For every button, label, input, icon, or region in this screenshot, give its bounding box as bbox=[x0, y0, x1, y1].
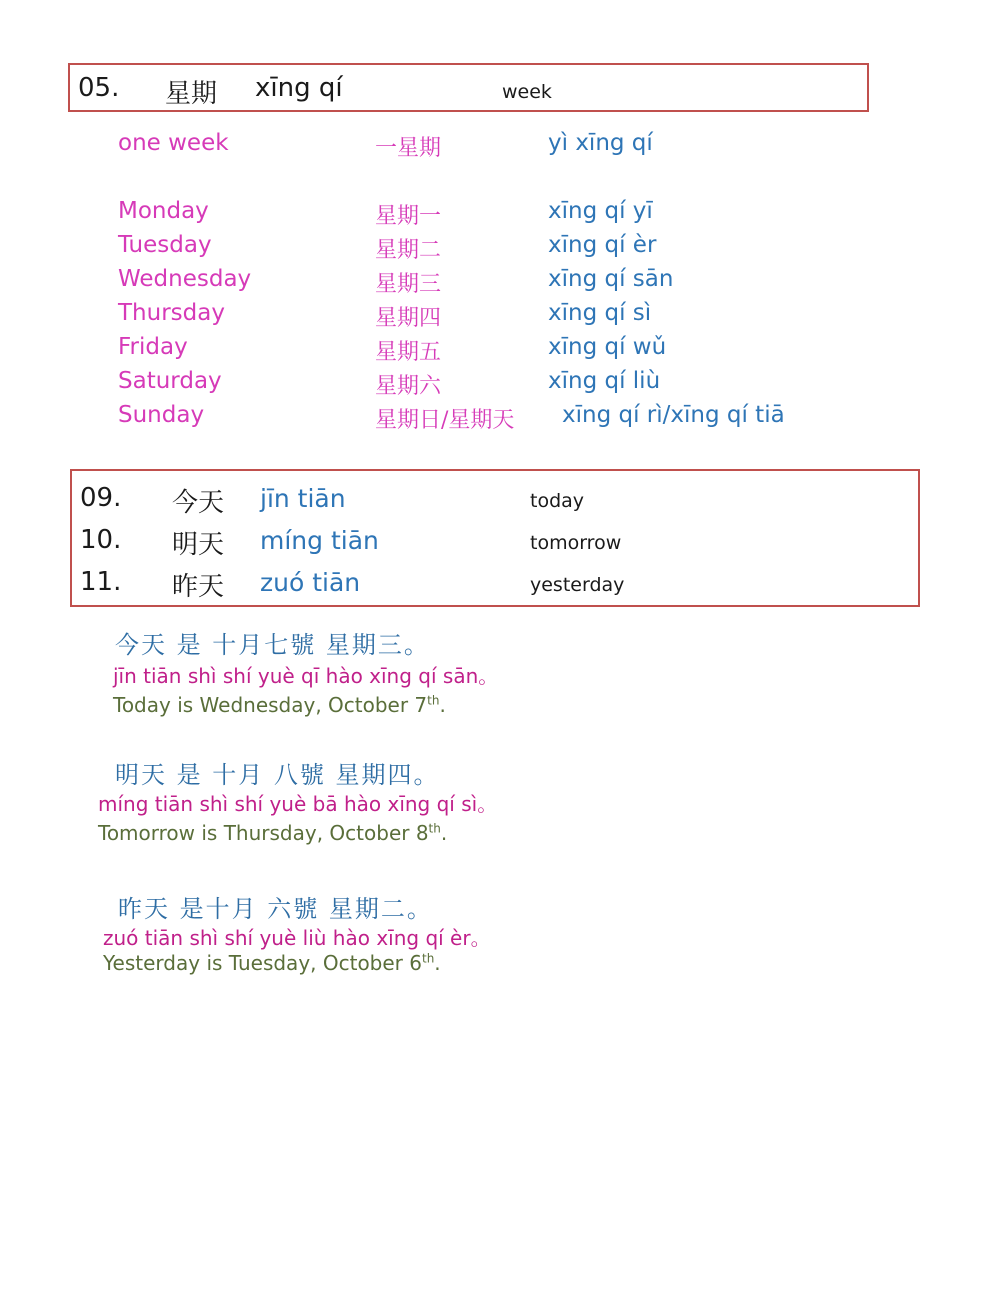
week-row-english: one week bbox=[118, 130, 229, 156]
sentence-chinese: 昨天 是十月 六號 星期二。 bbox=[118, 895, 433, 923]
sentence-pinyin: míng tiān shì shí yuè bā hào xīng qí sì。 bbox=[98, 792, 498, 816]
week-row-english: Friday bbox=[118, 334, 188, 360]
entry-pinyin: míng tiān bbox=[260, 526, 379, 555]
week-row-english: Sunday bbox=[118, 402, 205, 428]
week-row-hanzi: 星期二 bbox=[375, 238, 442, 263]
entry-hanzi: 星期 bbox=[165, 79, 218, 109]
sentence-pinyin: zuó tiān shì shí yuè liù hào xīng qí èr。 bbox=[103, 926, 491, 950]
entry-english: yesterday bbox=[530, 574, 625, 596]
entry-hanzi: 今天 bbox=[172, 488, 225, 518]
week-row-hanzi: 星期一 bbox=[375, 204, 442, 229]
entry-english: today bbox=[530, 490, 585, 512]
week-row-english: Tuesday bbox=[118, 232, 212, 258]
entry-hanzi: 明天 bbox=[172, 530, 225, 560]
week-row-english: Saturday bbox=[118, 368, 222, 394]
week-row-hanzi: 星期六 bbox=[375, 374, 442, 399]
week-row-hanzi: 星期三 bbox=[375, 272, 442, 297]
entry-pinyin: xīng qí bbox=[255, 73, 343, 103]
week-row-hanzi: 星期五 bbox=[375, 340, 442, 365]
week-row-hanzi: 星期四 bbox=[375, 306, 442, 331]
sentence-english: Yesterday is Tuesday, October 6th. bbox=[103, 951, 441, 975]
entry-english: tomorrow bbox=[530, 532, 622, 554]
entry-pinyin: zuó tiān bbox=[260, 568, 361, 597]
entry-pinyin: jīn tiān bbox=[260, 484, 346, 513]
week-row-pinyin: yì xīng qí bbox=[548, 130, 653, 156]
sentence-english: Today is Wednesday, October 7th. bbox=[113, 693, 446, 717]
sentence-chinese: 明天 是 十月 八號 星期四。 bbox=[115, 761, 440, 789]
week-row-english: Wednesday bbox=[118, 266, 252, 292]
week-row-english: Monday bbox=[118, 198, 209, 224]
week-row-pinyin: xīng qí yī bbox=[548, 198, 653, 224]
week-row-hanzi: 星期日/星期天 bbox=[375, 408, 515, 433]
week-row-pinyin: xīng qí èr bbox=[548, 232, 657, 258]
entry-number: 09. bbox=[80, 483, 122, 513]
entry-hanzi: 昨天 bbox=[172, 572, 225, 602]
entry-number: 10. bbox=[80, 525, 122, 555]
sentence-chinese: 今天 是 十月七號 星期三。 bbox=[115, 631, 430, 659]
week-row-english: Thursday bbox=[118, 300, 225, 326]
week-row-pinyin: xīng qí sì bbox=[548, 300, 652, 326]
week-row-pinyin: xīng qí liù bbox=[548, 368, 661, 394]
entry-english: week bbox=[502, 81, 552, 103]
week-row-pinyin: xīng qí rì/xīng qí tiā bbox=[562, 402, 785, 428]
entry-number: 05. bbox=[78, 73, 120, 103]
week-row-pinyin: xīng qí sān bbox=[548, 266, 674, 292]
week-row-hanzi: 一星期 bbox=[375, 136, 442, 161]
week-row-pinyin: xīng qí wǔ bbox=[548, 334, 667, 360]
entry-number: 11. bbox=[80, 567, 122, 597]
sentence-pinyin: jīn tiān shì shí yuè qī hào xīng qí sān。 bbox=[113, 664, 499, 688]
sentence-english: Tomorrow is Thursday, October 8th. bbox=[98, 821, 448, 845]
